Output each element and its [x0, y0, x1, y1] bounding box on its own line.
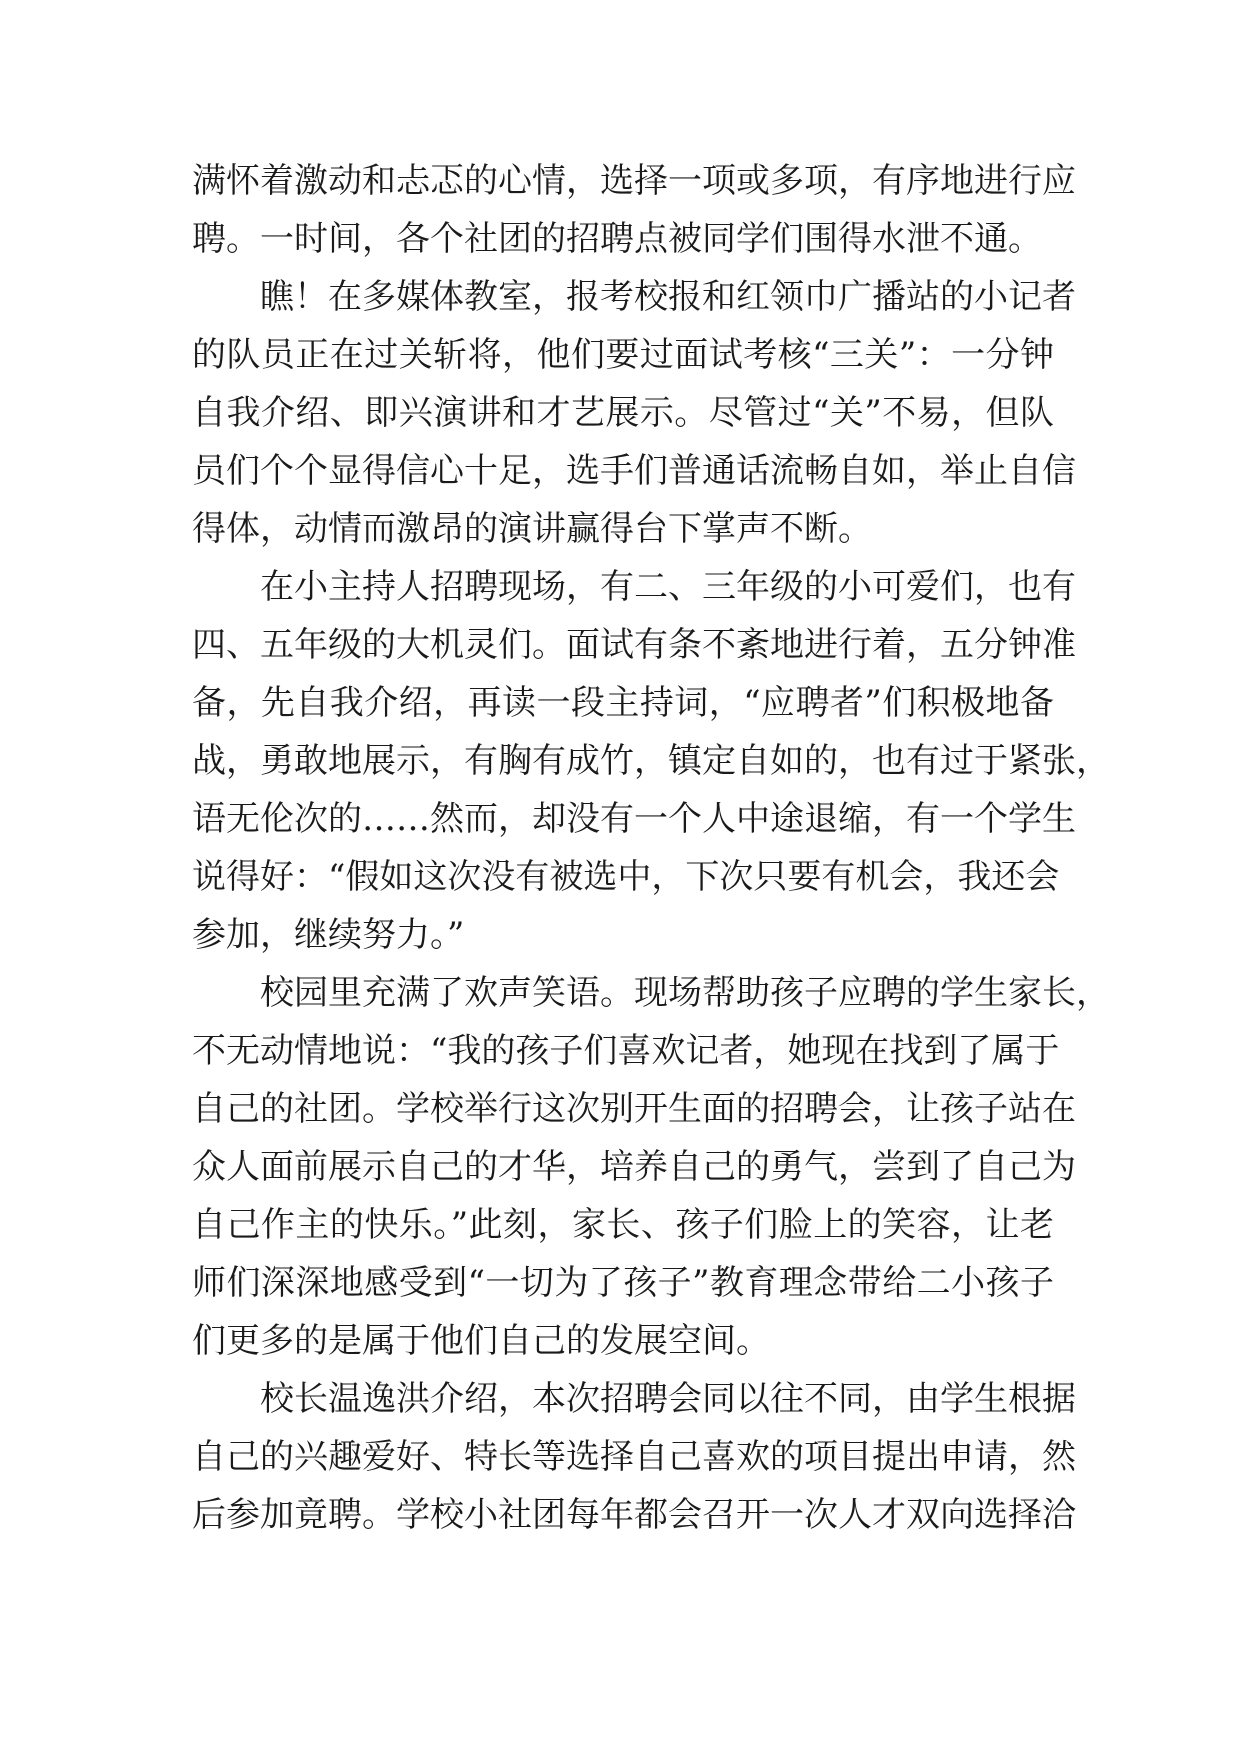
text-line: 得体，动情而激昂的演讲赢得台下掌声不断。 [192, 509, 872, 549]
text-line: 员们个个显得信心十足，选手们普通话流畅自如，举止自信 [192, 451, 1076, 491]
text-line: 在小主持人招聘现场，有二、三年级的小可爱们，也有 [260, 567, 1076, 607]
text-line: 备，先自我介绍，再读一段主持词，“应聘者”们积极地备 [192, 683, 1054, 723]
document-body [192, 152, 1110, 1544]
text-line: 瞧！在多媒体教室，报考校报和红领巾广播站的小记者 [260, 277, 1076, 317]
text-line: 四、五年级的大机灵们。面试有条不紊地进行着，五分钟准 [192, 625, 1076, 665]
text-line: 自己作主的快乐。”此刻，家长、孩子们脸上的笑容，让老 [192, 1205, 1054, 1245]
text-line: 自己的兴趣爱好、特长等选择自己喜欢的项目提出申请，然 [192, 1437, 1076, 1477]
paragraph [192, 1370, 1076, 1544]
text-line: 不无动情地说：“我的孩子们喜欢记者，她现在找到了属于 [192, 1031, 1060, 1071]
text-line: 的队员正在过关斩将，他们要过面试考核“三关”：一分钟 [192, 335, 1054, 375]
text-line: 众人面前展示自己的才华，培养自己的勇气，尝到了自己为 [192, 1147, 1076, 1187]
text-line: 校长温逸洪介绍，本次招聘会同以往不同，由学生根据 [260, 1379, 1076, 1419]
text-line: 后参加竟聘。学校小社团每年都会召开一次人才双向选择洽 [192, 1495, 1076, 1535]
text-line: 说得好：“假如这次没有被选中，下次只要有机会，我还会 [192, 857, 1060, 897]
text-line: 们更多的是属于他们自己的发展空间。 [192, 1321, 770, 1361]
text-line: 参加，继续努力。” [192, 915, 465, 955]
text-line: 语无伦次的……然而，却没有一个人中途退缩，有一个学生 [192, 799, 1076, 839]
text-line: 校园里充满了欢声笑语。现场帮助孩子应聘的学生家长， [260, 973, 1110, 1013]
paragraph [192, 558, 1110, 964]
paragraph [192, 268, 1076, 558]
paragraph [192, 152, 1076, 268]
text-line: 师们深深地感受到“一切为了孩子”教育理念带给二小孩子 [192, 1263, 1054, 1303]
text-line: 聘。一时间，各个社团的招聘点被同学们围得水泄不通。 [192, 219, 1042, 259]
text-line: 自己的社团。学校举行这次别开生面的招聘会，让孩子站在 [192, 1089, 1076, 1129]
text-line: 战，勇敢地展示，有胸有成竹，镇定自如的，也有过于紧张， [192, 741, 1110, 781]
text-line: 自我介绍、即兴演讲和才艺展示。尽管过“关”不易，但队 [192, 393, 1054, 433]
paragraph [192, 964, 1110, 1370]
text-line: 满怀着激动和忐忑的心情，选择一项或多项，有序地进行应 [192, 161, 1076, 201]
